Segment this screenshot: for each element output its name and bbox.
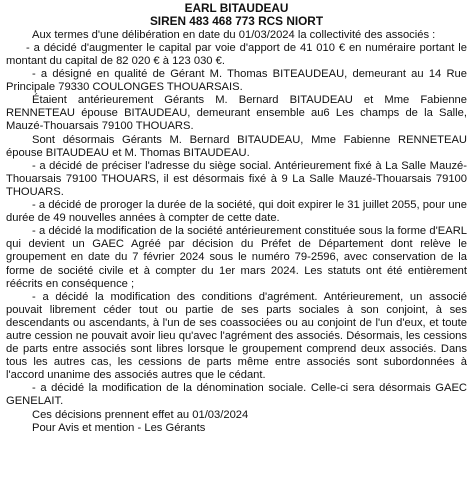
capital-increase-paragraph: - a décidé d'augmenter le capital par voie d'apport de 41 010 € en numéraire portant le montant du capital de 82 020 € à 123 030 €. — [6, 41, 467, 67]
former-managers-paragraph: Étaient antérieurement Gérants M. Bernard BITAUDEAU et Mme Fabienne RENNETEAU épouse BITAUDEAU, demeurant ensemble au6 Les champs de la Salle, Mauzé-Thouarsais 79100 THOUARS. — [6, 94, 467, 133]
siren-number: SIREN 483 468 773 RCS NIORT — [149, 14, 324, 29]
approval-conditions-paragraph: - a décidé la modification des conditions d'agrément. Antérieurement, un associé pouvait librement céder tout ou partie de ses parts sociales à son conjoint, à ses descendants ou ascendants, à l'un de ses coassociées ou au conjoint de l'un d'eux, et toute autre cession ne pouvait avoir lieu qu'avec l'agrément des associés. Désormais, les cessions de parts entre associés sont libres lorsque le groupement comprend deux associés. Dans tous les autres cas, les cessions de parts même entre associés sont subordonnées à l'accord unanime des associés autres que le cédant. — [6, 290, 467, 382]
manager-appointment-paragraph: - a désigné en qualité de Gérant M. Thomas BITEAUDEAU, demeurant au 14 Rue Principale 79330 COULONGES THOUARSAIS. — [6, 68, 467, 94]
legal-form-paragraph: - a décidé la modification de la société antérieurement constituée sous la forme d'EARL qui devient un GAEC Agréé par décision du Préfet de Département dont relève le groupement en date du 7 février 2024 sous le numéro 79-2596, avec conservation de la forme de société civile et à compter du 1er mars 2024. Les statuts ont été entièrement réécrits en conséquence ; — [6, 225, 467, 290]
head-office-paragraph: - a décidé de préciser l'adresse du siège social. Antérieurement fixé à La Salle Mauzé-Thouarsais 79100 THOUARS, il est désormais fixé à 9 La Salle Mauzé-Thouarsais 79100 THOUARS. — [6, 159, 467, 198]
intro-paragraph: Aux termes d'une délibération en date du 01/03/2024 la collectivité des associés : — [32, 28, 436, 41]
current-managers-paragraph: Sont désormais Gérants M. Bernard BITAUDEAU, Mme Fabienne RENNETEAU épouse BITAUDEAU et M. Thomas BITAUDEAU. — [6, 133, 467, 159]
signature-line: Pour Avis et mention - Les Gérants — [32, 421, 206, 434]
duration-paragraph: - a décidé de proroger la durée de la société, qui doit expirer le 31 juillet 2055, pour une durée de 49 nouvelles années à compter de cette date. — [6, 199, 467, 225]
effective-date-paragraph: Ces décisions prennent effet au 01/03/2024 — [32, 408, 249, 421]
company-name: EARL BITAUDEAU — [184, 1, 289, 15]
company-name-change-paragraph: - a décidé la modification de la dénomination sociale. Celle-ci sera désormais GAEC GENELAIT. — [6, 382, 467, 408]
